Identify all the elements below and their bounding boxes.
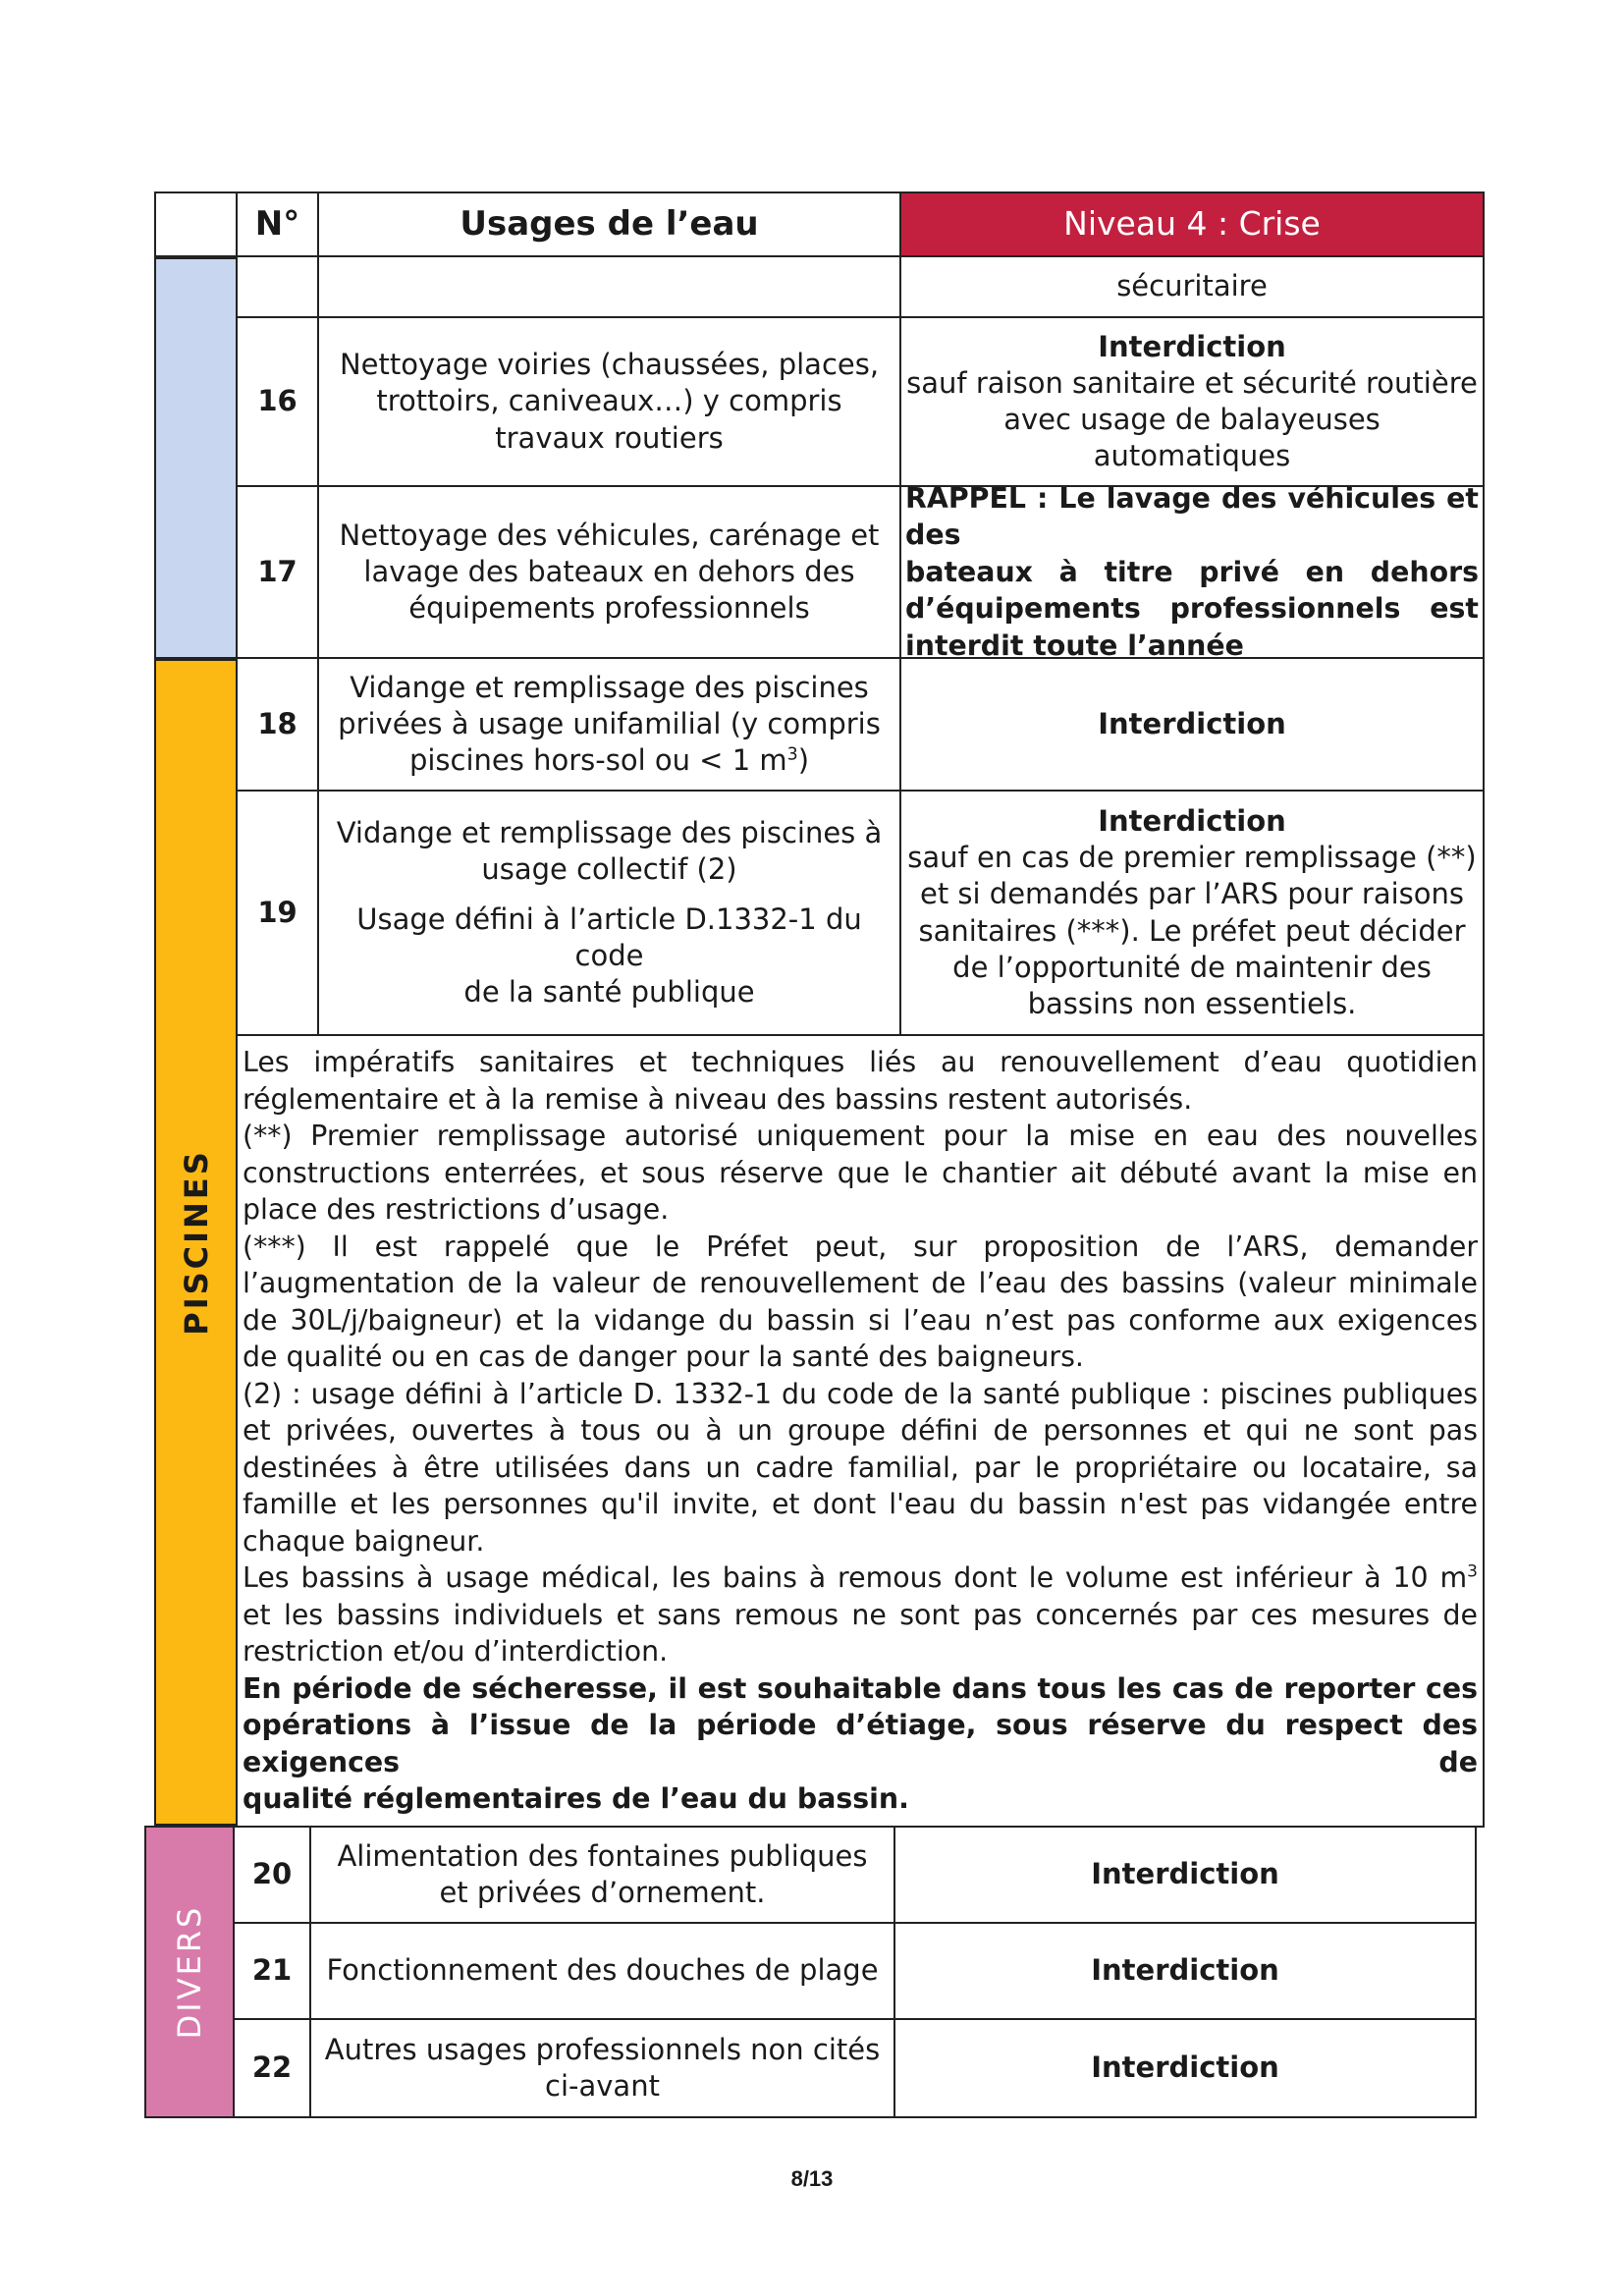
- note-line: de 30L/j/baigneur) et la vidange du bassin si l’eau n’est pas conforme aux exigences: [243, 1303, 1478, 1337]
- row-15-number: [236, 255, 319, 318]
- row-16-measure: [899, 316, 1485, 487]
- row-17-measure-line: bateaux à titre privé en dehors: [905, 555, 1479, 588]
- note-line: destinées à être utilisées dans un cadre familial, par le propriétaire ou locataire, sa: [243, 1450, 1478, 1484]
- row-16-usage-line: Nettoyage voiries (chaussées, places,: [339, 348, 880, 382]
- row-22-number: 22: [233, 2018, 311, 2118]
- row-20-number: 20: [233, 1826, 311, 1924]
- row-19-measure-line: de l’opportunité de maintenir des: [952, 950, 1432, 984]
- note-line: et les bassins individuels et sans remous ne sont pas concernés par ces mesures de: [243, 1598, 1478, 1631]
- note-line: constructions enterrées, et sous réserve que le chantier ait débuté avant la mise en: [243, 1156, 1478, 1189]
- row-18-usage-line: privées à usage unifamilial (y compris: [338, 706, 881, 740]
- piscines-notes: [236, 1034, 1485, 1828]
- row-21-measure: Interdiction: [893, 1922, 1477, 2020]
- row-17-measure-line: interdit toute l’année: [905, 629, 1244, 662]
- row-17-measure: [899, 481, 1485, 662]
- row-16-measure-title: Interdiction: [1098, 329, 1286, 363]
- row-19-usage-def-line: Usage défini à l’article D.1332-1 du code: [356, 902, 862, 973]
- row-18-usage-line-last: [409, 742, 809, 779]
- note-line: place des restrictions d’usage.: [243, 1193, 670, 1226]
- row-20-measure: Interdiction: [893, 1826, 1477, 1924]
- row-17-usage-line: équipements professionnels: [408, 591, 810, 626]
- row-22-usage-line: ci-avant: [545, 2069, 660, 2103]
- row-17-measure-line: d’équipements professionnels est: [905, 592, 1479, 626]
- row-17-number: 17: [236, 485, 319, 659]
- note-line: (***) Il est rappelé que le Préfet peut, sur proposition de l’ARS, demander: [243, 1230, 1478, 1263]
- row-19-measure-line: sauf en cas de premier remplissage (**): [907, 841, 1477, 875]
- note-line: (2) : usage défini à l’article D. 1332-1 du code de la santé publique : piscines publiques: [243, 1377, 1478, 1410]
- row-19-measure-line: sanitaires (***). Le préfet peut décider: [918, 913, 1466, 948]
- row-22-usage: [309, 2018, 895, 2118]
- row-19-measure-line: bassins non essentiels.: [1027, 986, 1357, 1020]
- band-previous-category: [154, 257, 238, 659]
- note-line: chaque baigneur.: [243, 1524, 485, 1558]
- header-usage: Usages de l’eau: [317, 191, 901, 257]
- row-21-usage: Fonctionnement des douches de plage: [309, 1922, 895, 2020]
- note-line-m3: [243, 1559, 1478, 1597]
- row-19-usage-line: Vidange et remplissage des piscines à: [336, 815, 883, 849]
- row-19-usage-line: usage collectif (2): [481, 851, 737, 886]
- row-18-usage-sup: 3: [786, 744, 798, 765]
- row-20-usage: [309, 1826, 895, 1924]
- row-19-usage-def-line: de la santé publique: [463, 975, 755, 1010]
- row-19-measure-line: et si demandés par l’ARS pour raisons: [919, 877, 1465, 911]
- note-line: restriction et/ou d’interdiction.: [243, 1635, 669, 1667]
- row-19-number: 19: [236, 790, 319, 1036]
- header-number: N°: [236, 191, 319, 257]
- row-18-measure: Interdiction: [899, 657, 1485, 792]
- band-divers-label: DIVERS: [171, 1904, 208, 2040]
- band-piscines-label: PISCINES: [177, 1149, 215, 1336]
- row-18-usage-line: Vidange et remplissage des piscines: [350, 670, 869, 704]
- header-level: Niveau 4 : Crise: [899, 191, 1485, 257]
- row-16-usage: [317, 316, 901, 487]
- row-19-measure: [899, 790, 1485, 1036]
- row-18-usage-text: piscines hors-sol ou < 1 m: [408, 743, 787, 778]
- row-17-usage-line: Nettoyage des véhicules, carénage et: [339, 518, 880, 552]
- note-line: l’augmentation de la valeur de renouvellement de l’eau des bassins (valeur minimale: [243, 1267, 1478, 1299]
- row-17-usage-line: lavage des bateaux en dehors des: [363, 554, 855, 588]
- row-15-measure: sécuritaire: [899, 255, 1485, 318]
- row-21-number: 21: [233, 1922, 311, 2020]
- row-17-measure-line: RAPPEL : Le lavage des véhicules et des: [905, 481, 1479, 552]
- row-16-measure-line: sauf raison sanitaire et sécurité routière: [906, 365, 1478, 400]
- row-20-usage-line: et privées d’ornement.: [439, 1876, 766, 1909]
- page-number: 8/13: [790, 2166, 834, 2191]
- row-22-measure: Interdiction: [893, 2018, 1477, 2118]
- note-line-text: Les bassins à usage médical, les bains à remous dont le volume est inférieur à 10 m: [243, 1561, 1468, 1594]
- note-bold-line: qualité réglementaires de l’eau du bassin.: [243, 1782, 909, 1815]
- note-bold-line: En période de sécheresse, il est souhaitable dans tous les cas de reporter ces: [243, 1671, 1478, 1705]
- row-16-measure-line: avec usage de balayeuses: [1003, 403, 1380, 436]
- row-16-usage-line: travaux routiers: [495, 420, 724, 455]
- row-22-usage-line: Autres usages professionnels non cités: [324, 2032, 881, 2066]
- row-16-usage-line: trottoirs, caniveaux…) y compris: [376, 384, 842, 418]
- row-18-number: 18: [236, 657, 319, 792]
- row-18-usage-end: ): [797, 743, 810, 778]
- note-line: et privées, ouvertes à tous ou à un groupe défini de personnes et qui ne sont pas: [243, 1414, 1478, 1447]
- note-line: réglementaire et à la remise à niveau des bassins restent autorisés.: [243, 1082, 1193, 1116]
- note-line: famille et les personnes qu'il invite, et dont l'eau du bassin n'est pas vidangée entre: [243, 1488, 1478, 1520]
- note-line: (**) Premier remplissage autorisé uniquement pour la mise en eau des nouvelles: [243, 1120, 1478, 1152]
- row-16-number: 16: [236, 316, 319, 487]
- band-piscines: [154, 659, 238, 1826]
- note-line: de qualité ou en cas de danger pour la santé des baigneurs.: [243, 1340, 1084, 1373]
- band-divers: [144, 1826, 235, 2118]
- note-bold-line: opérations à l’issue de la période d’étiage, sous réserve du respect des exigences de: [243, 1709, 1478, 1778]
- row-19-usage: [317, 790, 901, 1036]
- row-15-usage: [317, 255, 901, 318]
- header-corner: [154, 191, 238, 257]
- row-19-measure-title: Interdiction: [1098, 804, 1286, 839]
- row-18-usage: [317, 657, 901, 792]
- row-20-usage-line: Alimentation des fontaines publiques: [337, 1838, 868, 1873]
- row-16-measure-line: automatiques: [1093, 439, 1291, 473]
- note-sup-m3: 3: [1467, 1561, 1478, 1582]
- note-line: Les impératifs sanitaires et techniques liés au renouvellement d’eau quotidien: [243, 1046, 1478, 1078]
- row-17-usage: [317, 485, 901, 659]
